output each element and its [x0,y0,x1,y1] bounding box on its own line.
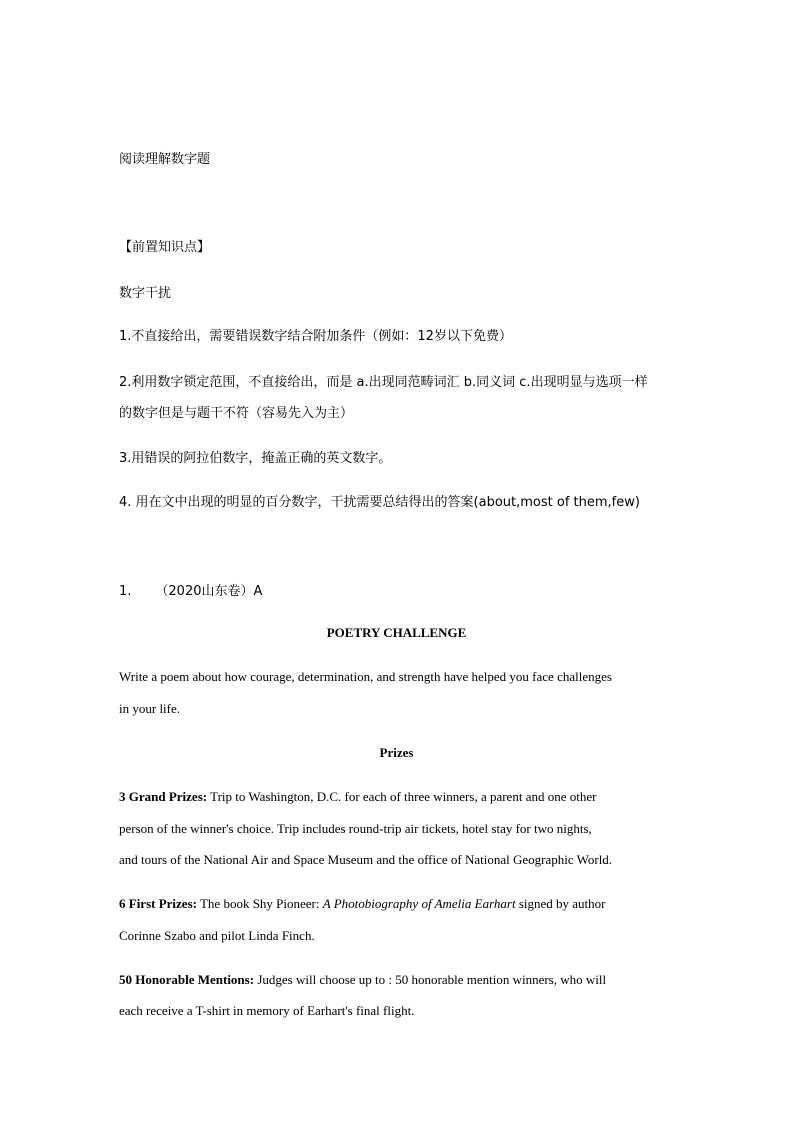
grand-prizes-line-2: person of the winner's choice. Trip includes round-trip air tickets, hotel stay for two nights, [119,821,592,836]
knowledge-point-4: 4. 用在文中出现的明显的百分数字，干扰需要总结得出的答案(about,most of them,few) [119,495,640,510]
document-title: 阅读理解数字题 [119,152,211,167]
grand-prizes-line-3: and tours of the National Air and Space Museum and the office of National Geographic World. [119,852,613,867]
first-prizes-book-title: A Photobiography of Amelia Earhart [322,896,516,911]
prizes-heading-text: Prizes [379,745,414,760]
first-prizes-line-1 [119,896,606,912]
passage-intro-line-2: in your life. [119,701,181,716]
honorable-mentions-label: 50 Honorable Mentions: [119,972,255,987]
first-prizes-text-b: signed by author [515,896,606,911]
grand-prizes-label: 3 Grand Prizes: [119,789,208,804]
passage-intro-line-1: Write a poem about how courage, determination, and strength have helped you face challenges [119,669,612,684]
honorable-mentions-line-2: each receive a T-shirt in memory of Earhart's final flight. [119,1003,415,1018]
knowledge-point-2-continued: 的数字但是与题干不符（容易先入为主） [119,406,354,421]
grand-prizes-line-1 [119,789,596,805]
first-prizes-line-2: Corinne Szabo and pilot Linda Finch. [119,928,315,943]
subheading: 数字干扰 [119,286,172,301]
grand-prizes-text: Trip to Washington, D.C. for each of three winners, a parent and one other [207,789,597,804]
passage-title [119,625,674,641]
prizes-heading [119,745,674,761]
first-prizes-label: 6 First Prizes: [119,896,197,911]
first-prizes-text-a: The book Shy Pioneer: [196,896,323,911]
section-heading: 【前置知识点】 [119,240,211,255]
honorable-mentions-line-1 [119,972,606,988]
knowledge-point-2: 2.利用数字锁定范围，不直接给出，而是 a.出现同范畴词汇 b.同义词 c.出现明显与选项一样 [119,375,648,390]
knowledge-point-1: 1.不直接给出，需要错误数字结合附加条件（例如：12岁以下免费） [119,329,512,344]
question-header [119,580,262,599]
passage-title-text: POETRY CHALLENGE [326,625,467,640]
question-number: 1. [119,584,132,599]
question-source: （2020山东卷）A [155,584,263,599]
honorable-mentions-text: Judges will choose up to : 50 honorable mention winners, who will [254,972,607,987]
knowledge-point-3: 3.用错误的阿拉伯数字，掩盖正确的英文数字。 [119,451,392,466]
